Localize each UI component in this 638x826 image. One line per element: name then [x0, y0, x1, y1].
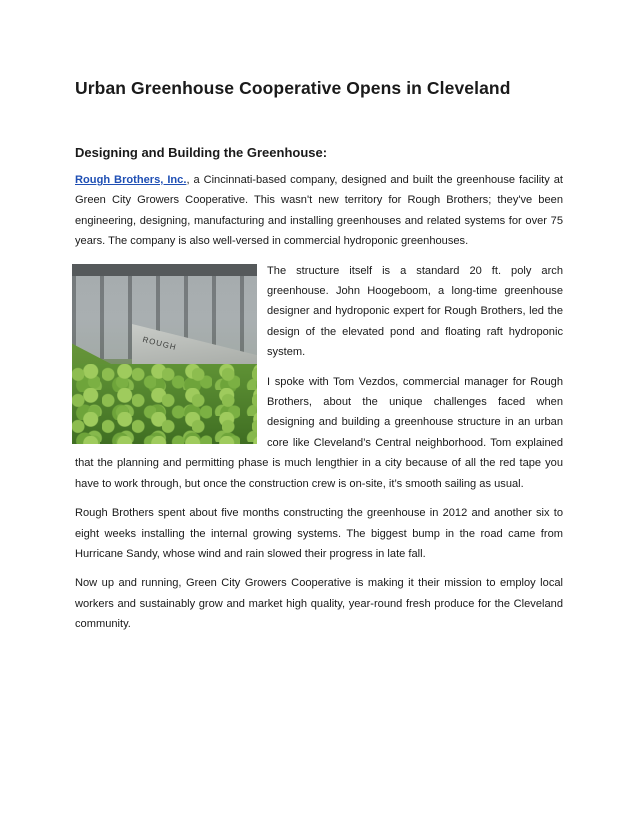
rough-brothers-link[interactable]: Rough Brothers, Inc.	[75, 174, 187, 186]
paragraph-2: The structure itself is a standard 20 ft. poly arch greenhouse. John Hoogeboom, a long-time greenhouse designer and hydroponic expert for Rough Brothers, led the design of the elevated pond and floating raft hydroponic system.	[267, 264, 563, 359]
paragraph-4: Rough Brothers spent about five months constructing the greenhouse in 2012 and another six to eight weeks installing the internal growing systems. The biggest bump in the road came from Hurricane Sandy, whose wind and rain slowed their progress in late fall.	[75, 507, 563, 560]
paragraph-1-text: , a Cincinnati-based company, designed and built the greenhouse facility at Green City Growers Cooperative. This wasn't new territory for Rough Brothers; they've been engineering, designing, manufacturing and installing greenhouses and related systems for over 75 years. The company is also well-versed in commercial hydroponic greenhouses.	[75, 174, 563, 248]
paragraph-1	[75, 170, 563, 252]
photo-sign-text: ROUGH	[141, 334, 178, 352]
greenhouse-photo	[72, 264, 257, 444]
photo-plants	[72, 364, 257, 444]
paragraph-5: Now up and running, Green City Growers Cooperative is making it their mission to employ local workers and sustainably grow and market high quality, year-round fresh produce for the Cleveland community.	[75, 577, 563, 631]
article-body	[75, 170, 563, 644]
section-heading: Designing and Building the Greenhouse:	[75, 145, 328, 160]
paragraph-3: I spoke with Tom Vezdos, commercial manager for Rough Brothers, about the unique challenges faced when designing and building a greenhouse structure in an urban core like Cleveland’s Central neighborhood. Tom explained that the planning and permitting phase is much lengthier in a city because of all the red tape you have to work through, but once the construction crew is on-site, it’s smooth sailing as usual.	[75, 375, 563, 490]
article-title: Urban Greenhouse Cooperative Opens in Cleveland	[75, 78, 511, 98]
photo-roofline	[72, 264, 257, 276]
